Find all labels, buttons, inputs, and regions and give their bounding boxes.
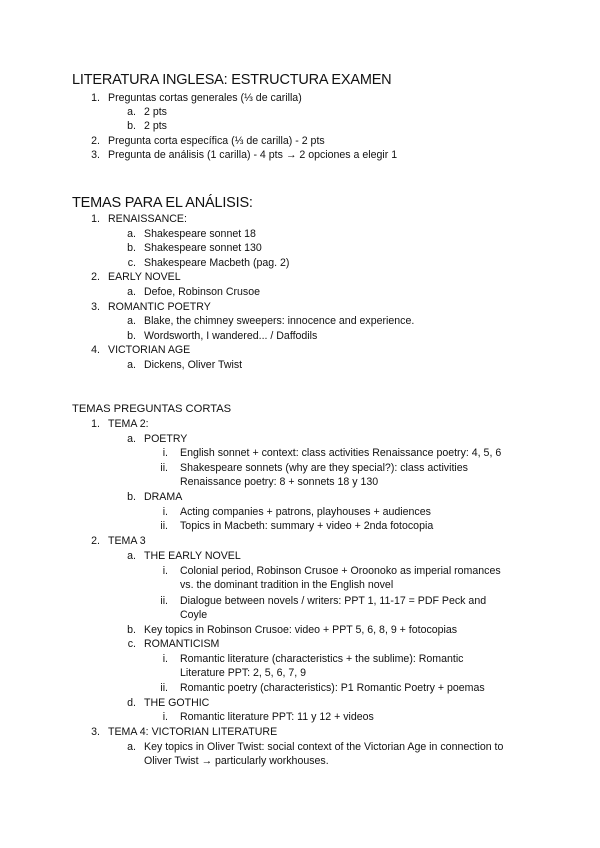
list-item-continuation: Oliver Twist → particularly workhouses. xyxy=(144,755,329,767)
list-marker: a. xyxy=(127,741,136,753)
list-marker: 1. xyxy=(91,418,100,430)
list-marker: ii. xyxy=(160,462,168,474)
list-marker: i. xyxy=(162,565,168,577)
list-item: THE EARLY NOVEL xyxy=(144,550,241,562)
section1-title: LITERATURA INGLESA: ESTRUCTURA EXAMEN xyxy=(72,72,392,88)
list-item: Romantic literature (characteristics + the sublime): Romantic xyxy=(180,653,464,665)
list-marker: c. xyxy=(127,638,136,650)
list-item: Pregunta de análisis (1 carilla) - 4 pts → 2 opciones a elegir 1 xyxy=(108,149,398,161)
list-item: ROMANTICISM xyxy=(144,638,220,650)
list-marker: d. xyxy=(127,697,136,709)
list-marker: b. xyxy=(127,242,136,254)
list-marker: 3. xyxy=(91,301,100,313)
list-marker: ii. xyxy=(160,595,168,607)
list-item: Acting companies + patrons, playhouses + audiences xyxy=(180,506,431,518)
list-marker: i. xyxy=(162,711,168,723)
list-item: Shakespeare sonnet 130 xyxy=(144,242,262,254)
list-item: Shakespeare sonnets (why are they special?): class activities xyxy=(180,462,468,474)
list-marker: 2. xyxy=(91,271,100,283)
list-item: Topics in Macbeth: summary + video + 2nda fotocopia xyxy=(180,520,434,532)
list-marker: i. xyxy=(162,506,168,518)
list-marker: 3. xyxy=(91,726,100,738)
list-marker: b. xyxy=(127,120,136,132)
list-marker: 1. xyxy=(91,213,100,225)
list-item: Key topics in Oliver Twist: social context of the Victorian Age in connection to xyxy=(144,741,504,753)
list-marker: 1. xyxy=(91,92,100,104)
list-marker: a. xyxy=(127,286,136,298)
list-item: Defoe, Robinson Crusoe xyxy=(144,286,261,298)
list-item: Shakespeare sonnet 18 xyxy=(144,228,256,240)
list-marker: a. xyxy=(127,315,136,327)
list-item: Dialogue between novels / writers: PPT 1, 11-17 = PDF Peck and xyxy=(180,595,487,607)
list-item: TEMA 4: VICTORIAN LITERATURE xyxy=(108,726,278,738)
list-item: Colonial period, Robinson Crusoe + Oroonoko as imperial romances xyxy=(180,565,501,577)
list-marker: 4. xyxy=(91,344,100,356)
list-item: RENAISSANCE: xyxy=(108,213,187,225)
section2-title: TEMAS PARA EL ANÁLISIS: xyxy=(72,195,253,211)
list-item: POETRY xyxy=(144,433,188,445)
list-item: TEMA 3 xyxy=(108,535,146,547)
list-marker: a. xyxy=(127,550,136,562)
list-marker: i. xyxy=(162,447,168,459)
list-marker: b. xyxy=(127,330,136,342)
list-marker: a. xyxy=(127,433,136,445)
list-marker: ii. xyxy=(160,682,168,694)
list-item: Pregunta corta específica (⅓ de carilla) - 2 pts xyxy=(108,135,325,147)
section3-title: TEMAS PREGUNTAS CORTAS xyxy=(72,403,232,415)
list-item-continuation: vs. the dominant tradition in the English novel xyxy=(180,579,394,591)
list-item: VICTORIAN AGE xyxy=(108,344,191,356)
list-item: Romantic literature PPT: 11 y 12 + videos xyxy=(180,711,374,723)
list-marker: a. xyxy=(127,228,136,240)
list-marker: a. xyxy=(127,106,136,118)
list-item-continuation: Renaissance poetry: 8 + sonnets 18 y 130 xyxy=(180,476,379,488)
list-item: Dickens, Oliver Twist xyxy=(144,359,243,371)
list-marker: 3. xyxy=(91,149,100,161)
list-item: Shakespeare Macbeth (pag. 2) xyxy=(144,257,290,269)
list-item-continuation: Coyle xyxy=(180,609,208,621)
list-marker: b. xyxy=(127,624,136,636)
list-item: EARLY NOVEL xyxy=(108,271,181,283)
list-item: English sonnet + context: class activities Renaissance poetry: 4, 5, 6 xyxy=(180,447,502,459)
list-item-continuation: Literature PPT: 2, 5, 6, 7, 9 xyxy=(180,667,307,679)
list-marker: 2. xyxy=(91,135,100,147)
list-marker: ii. xyxy=(160,520,168,532)
list-item: Key topics in Robinson Crusoe: video + PPT 5, 6, 8, 9 + fotocopias xyxy=(144,624,458,636)
list-item: 2 pts xyxy=(144,120,167,132)
list-item: Preguntas cortas generales (⅓ de carilla) xyxy=(108,92,302,104)
list-marker: b. xyxy=(127,491,136,503)
list-item: TEMA 2: xyxy=(108,418,149,430)
list-item: 2 pts xyxy=(144,106,167,118)
list-item: Blake, the chimney sweepers: innocence and experience. xyxy=(144,315,415,327)
list-item: ROMANTIC POETRY xyxy=(108,301,211,313)
list-item: THE GOTHIC xyxy=(144,697,210,709)
list-marker: a. xyxy=(127,359,136,371)
list-marker: i. xyxy=(162,653,168,665)
list-item: Wordsworth, I wandered... / Daffodils xyxy=(144,330,318,342)
list-item: DRAMA xyxy=(144,491,183,503)
list-marker: c. xyxy=(127,257,136,269)
list-marker: 2. xyxy=(91,535,100,547)
list-item: Romantic poetry (characteristics): P1 Romantic Poetry + poemas xyxy=(180,682,485,694)
